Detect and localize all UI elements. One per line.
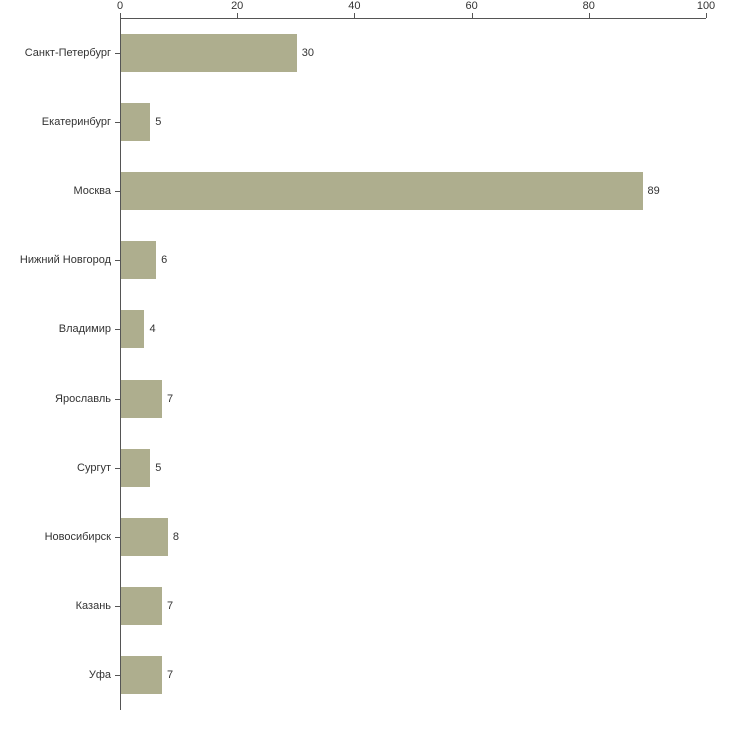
category-label: Нижний Новгород (19, 254, 111, 267)
x-tick-label: 40 (348, 0, 361, 12)
y-tick-mark (115, 329, 120, 330)
bar-value-label: 7 (167, 392, 174, 405)
y-tick-mark (115, 537, 120, 538)
bar-value-label: 89 (647, 185, 660, 197)
category-label: Санкт-Петербург (24, 46, 111, 59)
bar[interactable] (121, 241, 156, 279)
category-label: Казань (75, 600, 111, 613)
x-tick-mark (354, 13, 355, 18)
bar-value-label: 30 (301, 46, 315, 59)
category-label: Екатеринбург (41, 115, 111, 128)
x-tick-mark (120, 13, 121, 18)
y-tick-mark (115, 122, 120, 123)
y-tick-mark (115, 399, 120, 400)
x-tick-label: 0 (116, 0, 124, 12)
bar[interactable] (121, 587, 162, 625)
x-tick-mark (472, 13, 473, 18)
bar[interactable] (121, 518, 168, 556)
x-tick-mark (237, 13, 238, 18)
bar[interactable] (121, 656, 162, 694)
x-tick-label: 80 (582, 0, 595, 12)
x-tick-mark (589, 13, 590, 18)
bar-value-label: 8 (172, 531, 179, 543)
y-tick-mark (115, 468, 120, 469)
bar[interactable] (121, 449, 150, 487)
y-tick-mark (115, 260, 120, 261)
bar-value-label: 5 (155, 461, 162, 474)
y-tick-mark (115, 606, 120, 607)
y-tick-mark (115, 53, 120, 54)
bar-value-label: 5 (155, 115, 162, 128)
category-label: Новосибирск (44, 531, 111, 543)
bar[interactable] (121, 34, 297, 72)
y-tick-mark (115, 675, 120, 676)
bar-value-label: 4 (149, 323, 156, 336)
bar-value-label: 7 (167, 669, 174, 682)
bar[interactable] (121, 310, 144, 348)
category-label: Владимир (58, 323, 111, 336)
x-tick-label: 20 (231, 0, 244, 12)
category-label: Москва (73, 185, 111, 197)
x-tick-label: 100 (696, 0, 716, 12)
x-tick-label: 60 (465, 0, 478, 12)
bar-value-label: 6 (161, 254, 168, 267)
x-tick-mark (706, 13, 707, 18)
category-label: Сургут (77, 461, 111, 474)
bar[interactable] (121, 172, 643, 210)
y-tick-mark (115, 191, 120, 192)
category-label: Уфа (88, 669, 111, 682)
bar-value-label: 7 (167, 600, 174, 613)
category-label: Ярославль (55, 392, 111, 405)
x-axis-line (120, 18, 706, 19)
bar[interactable] (121, 380, 162, 418)
bar[interactable] (121, 103, 150, 141)
